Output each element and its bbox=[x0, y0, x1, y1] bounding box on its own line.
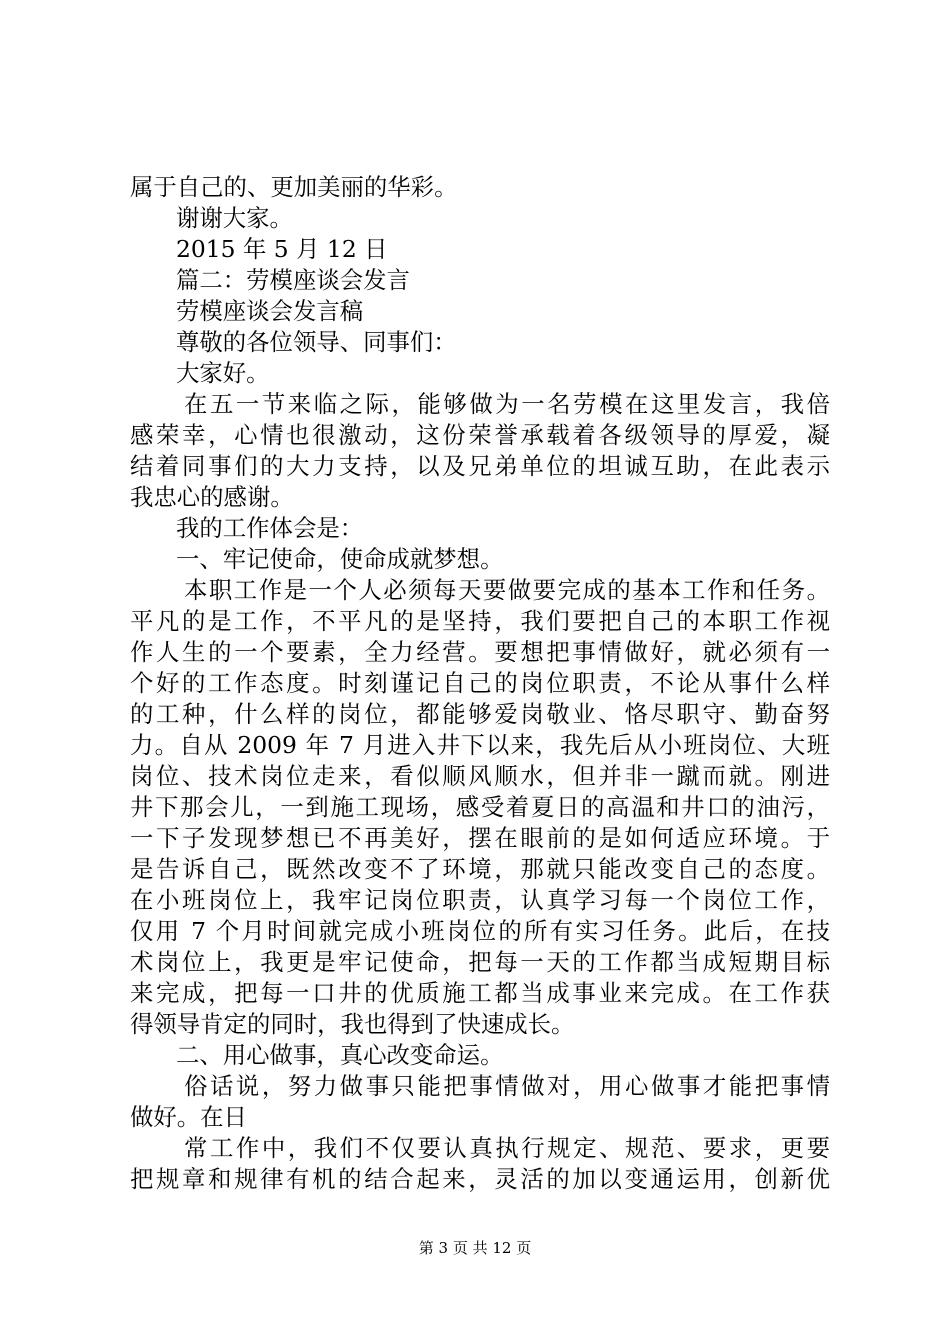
text-line: 我忠心的感谢。 bbox=[130, 483, 294, 511]
text-line: 结着同事们的大力支持，以及兄弟单位的坦诚互助，在此表示 bbox=[130, 452, 830, 480]
document-title: 劳模座谈会发言稿 bbox=[176, 297, 364, 325]
text-line: 个好的工作态度。时刻谨记自己的岗位职责，不论从事什么样 bbox=[130, 669, 830, 697]
text-line: 井下那会儿，一到施工现场，感受着夏日的高温和井口的油污， bbox=[130, 793, 830, 821]
text-line: 作人生的一个要素，全力经营。要想把事情做好，就必须有一 bbox=[130, 638, 830, 666]
text-line: 术岗位上，我更是牢记使命，把每一天的工作都当成短期目标 bbox=[130, 948, 830, 976]
text-line: 本职工作是一个人必须每天要做要完成的基本工作和任务。 bbox=[184, 576, 830, 604]
page-number-footer: 第 3 页 共 12 页 bbox=[418, 1239, 532, 1257]
section-heading: 篇二：劳模座谈会发言 bbox=[176, 266, 410, 294]
text-line: 力。自从 2009 年 7 月进入井下以来，我先后从小班岗位、大班 bbox=[130, 731, 830, 759]
text-line: 把规章和规律有机的结合起来，灵活的加以变通运用，创新优 bbox=[130, 1165, 830, 1193]
date-line: 2015 年 5 月 12 日 bbox=[176, 235, 388, 263]
subheading: 一、牢记使命，使命成就梦想。 bbox=[176, 545, 504, 573]
text-line: 常工作中，我们不仅要认真执行规定、规范、要求，更要 bbox=[184, 1134, 830, 1162]
text-line: 做好。在日 bbox=[130, 1103, 247, 1131]
text-line: 岗位、技术岗位走来，看似顺风顺水，但并非一蹴而就。刚进 bbox=[130, 762, 830, 790]
salutation: 尊敬的各位领导、同事们： bbox=[176, 328, 457, 356]
text-line: 平凡的是工作，不平凡的是坚持，我们要把自己的本职工作视 bbox=[130, 607, 830, 635]
text-line: 是告诉自己，既然改变不了环境，那就只能改变自己的态度。 bbox=[130, 855, 830, 883]
text-line: 的工种，什么样的岗位，都能够爱岗敬业、恪尽职守、勤奋努 bbox=[130, 700, 830, 728]
subheading: 二、用心做事，真心改变命运。 bbox=[176, 1041, 504, 1069]
text-line: 仅用 7 个月时间就完成小班岗位的所有实习任务。此后，在技 bbox=[130, 917, 830, 945]
text-line: 俗话说，努力做事只能把事情做对，用心做事才能把事情 bbox=[184, 1072, 830, 1100]
text-line: 感荣幸，心情也很激动，这份荣誉承载着各级领导的厚爱，凝 bbox=[130, 421, 830, 449]
text-line: 在小班岗位上，我牢记岗位职责，认真学习每一个岗位工作， bbox=[130, 886, 830, 914]
text-line: 我的工作体会是： bbox=[176, 514, 364, 542]
text-line: 谢谢大家。 bbox=[176, 204, 293, 232]
greeting: 大家好。 bbox=[176, 359, 270, 387]
text-line: 一下子发现梦想已不再美好，摆在眼前的是如何适应环境。于 bbox=[130, 824, 830, 852]
text-line: 来完成，把每一口井的优质施工都当成事业来完成。在工作获 bbox=[130, 979, 830, 1007]
text-line: 得领导肯定的同时，我也得到了快速成长。 bbox=[130, 1010, 575, 1038]
text-line: 属于自己的、更加美丽的华彩。 bbox=[130, 173, 458, 201]
text-line: 在五一节来临之际，能够做为一名劳模在这里发言，我倍 bbox=[184, 390, 830, 418]
document-body bbox=[130, 172, 830, 1195]
